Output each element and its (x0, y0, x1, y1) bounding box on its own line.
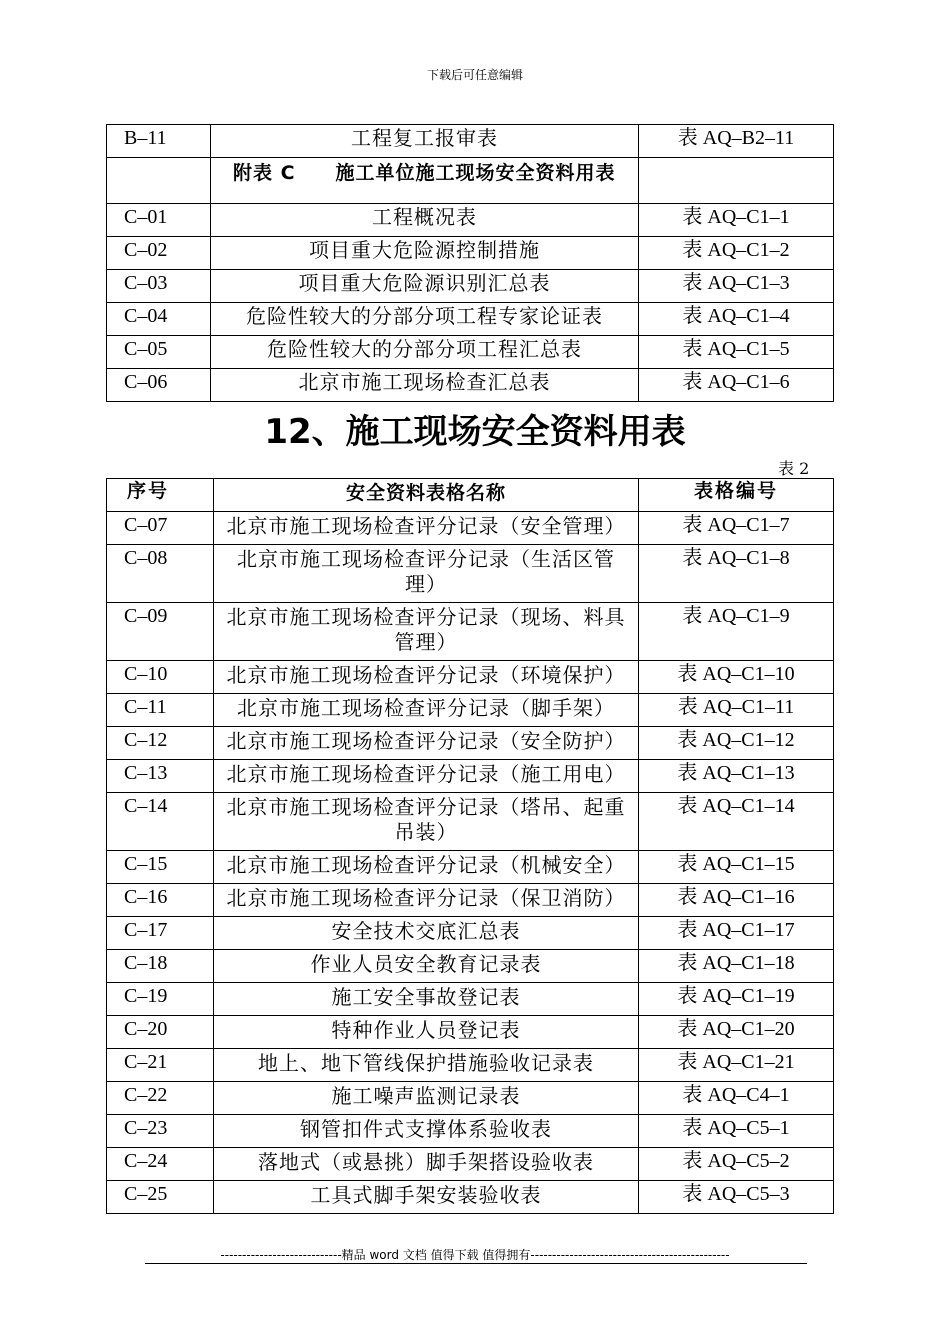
cell-code: 表 AQ–C1–20 (639, 1016, 834, 1049)
cell-no: C–16 (107, 884, 214, 917)
cell-no: C–13 (107, 760, 214, 793)
cell-code: 表 AQ–C1–6 (639, 369, 834, 402)
cell-no: C–17 (107, 917, 214, 950)
cell-no: C–11 (107, 694, 214, 727)
page-footer: ----------------------------精品 word 文档 值得下载 值得拥有---------------------------------------------- (220, 1248, 730, 1262)
table-row (107, 512, 834, 545)
table-row (107, 1181, 834, 1214)
cell-name: 北京市施工现场检查评分记录（生活区管理） (214, 545, 639, 603)
cell-name: 工具式脚手架安装验收表 (214, 1181, 639, 1214)
cell-name: 危险性较大的分部分项工程专家论证表 (211, 303, 639, 336)
cell-no: C–02 (107, 237, 211, 270)
table-row (107, 1148, 834, 1181)
table-row (107, 661, 834, 694)
cell-name: 北京市施工现场检查评分记录（塔吊、起重吊装） (214, 793, 639, 851)
cell-no (107, 158, 211, 204)
cell-code: 表 AQ–C1–15 (639, 851, 834, 884)
cell-name: 施工安全事故登记表 (214, 983, 639, 1016)
table-row (107, 270, 834, 303)
table-row (107, 545, 834, 603)
cell-name: 北京市施工现场检查评分记录（机械安全） (214, 851, 639, 884)
cell-name: 北京市施工现场检查评分记录（安全管理） (214, 512, 639, 545)
cell-name: 落地式（或悬挑）脚手架搭设验收表 (214, 1148, 639, 1181)
cell-no: C–23 (107, 1115, 214, 1148)
cell-no: C–06 (107, 369, 211, 402)
cell-name: 钢管扣件式支撑体系验收表 (214, 1115, 639, 1148)
cell-code: 表 AQ–C1–12 (639, 727, 834, 760)
cell-no: C–15 (107, 851, 214, 884)
table-header-row (107, 479, 834, 512)
cell-no: C–25 (107, 1181, 214, 1214)
cell-code: 表 AQ–C1–11 (639, 694, 834, 727)
cell-code: 表 AQ–C1–3 (639, 270, 834, 303)
table-row (107, 950, 834, 983)
cell-code (639, 158, 834, 204)
cell-no: C–12 (107, 727, 214, 760)
cell-name: 特种作业人员登记表 (214, 1016, 639, 1049)
cell-no: C–10 (107, 661, 214, 694)
cell-no: C–22 (107, 1082, 214, 1115)
cell-name: 北京市施工现场检查评分记录（保卫消防） (214, 884, 639, 917)
header-no: 序号 (107, 479, 214, 512)
table-row (107, 158, 834, 204)
cell-name: 工程复工报审表 (211, 125, 639, 158)
cell-code: 表 AQ–C5–1 (639, 1115, 834, 1148)
table-row (107, 204, 834, 237)
cell-code: 表 AQ–C1–16 (639, 884, 834, 917)
cell-code: 表 AQ–C4–1 (639, 1082, 834, 1115)
cell-no: C–03 (107, 270, 211, 303)
cell-code: 表 AQ–C1–17 (639, 917, 834, 950)
cell-no: C–19 (107, 983, 214, 1016)
cell-name: 安全技术交底汇总表 (214, 917, 639, 950)
forms-table-continued (106, 124, 834, 402)
cell-code: 表 AQ–C1–18 (639, 950, 834, 983)
cell-code: 表 AQ–C1–1 (639, 204, 834, 237)
table-row (107, 851, 834, 884)
footer-divider (145, 1263, 807, 1264)
cell-no: C–08 (107, 545, 214, 603)
cell-name: 北京市施工现场检查评分记录（脚手架） (214, 694, 639, 727)
header-code: 表格编号 (639, 479, 834, 512)
cell-no: C–20 (107, 1016, 214, 1049)
cell-name: 作业人员安全教育记录表 (214, 950, 639, 983)
table-row (107, 1049, 834, 1082)
table-row (107, 760, 834, 793)
table-row (107, 694, 834, 727)
cell-code: 表 AQ–C1–7 (639, 512, 834, 545)
cell-code: 表 AQ–B2–11 (639, 125, 834, 158)
cell-no: C–01 (107, 204, 211, 237)
cell-no: C–04 (107, 303, 211, 336)
cell-name: 北京市施工现场检查汇总表 (211, 369, 639, 402)
table-row (107, 884, 834, 917)
cell-name: 北京市施工现场检查评分记录（安全防护） (214, 727, 639, 760)
cell-code: 表 AQ–C1–8 (639, 545, 834, 603)
table-row (107, 793, 834, 851)
table-row (107, 603, 834, 661)
cell-no: C–07 (107, 512, 214, 545)
cell-code: 表 AQ–C5–2 (639, 1148, 834, 1181)
table-row (107, 1082, 834, 1115)
cell-no: C–09 (107, 603, 214, 661)
cell-code: 表 AQ–C5–3 (639, 1181, 834, 1214)
cell-name: 危险性较大的分部分项工程汇总表 (211, 336, 639, 369)
cell-name: 地上、地下管线保护措施验收记录表 (214, 1049, 639, 1082)
safety-forms-table (106, 478, 834, 1214)
cell-no: C–18 (107, 950, 214, 983)
table-row (107, 237, 834, 270)
table-row (107, 1115, 834, 1148)
cell-name: 工程概况表 (211, 204, 639, 237)
cell-code: 表 AQ–C1–13 (639, 760, 834, 793)
section-title: 12、施工现场安全资料用表 (264, 412, 686, 452)
cell-no: C–24 (107, 1148, 214, 1181)
cell-code: 表 AQ–C1–4 (639, 303, 834, 336)
cell-name: 施工噪声监测记录表 (214, 1082, 639, 1115)
cell-code: 表 AQ–C1–5 (639, 336, 834, 369)
table-row (107, 369, 834, 402)
table-row (107, 125, 834, 158)
cell-code: 表 AQ–C1–21 (639, 1049, 834, 1082)
cell-no: C–05 (107, 336, 211, 369)
cell-code: 表 AQ–C1–10 (639, 661, 834, 694)
cell-code: 表 AQ–C1–14 (639, 793, 834, 851)
cell-no: B–11 (107, 125, 211, 158)
cell-name: 附表 C 施工单位施工现场安全资料用表 (211, 158, 639, 204)
table-row (107, 303, 834, 336)
table-row (107, 917, 834, 950)
cell-name: 北京市施工现场检查评分记录（施工用电） (214, 760, 639, 793)
cell-code: 表 AQ–C1–9 (639, 603, 834, 661)
cell-no: C–21 (107, 1049, 214, 1082)
cell-code: 表 AQ–C1–19 (639, 983, 834, 1016)
cell-name: 北京市施工现场检查评分记录（现场、料具管理） (214, 603, 639, 661)
table-row (107, 727, 834, 760)
cell-name: 北京市施工现场检查评分记录（环境保护） (214, 661, 639, 694)
page-header: 下载后可任意编辑 (426, 68, 523, 82)
table-row (107, 336, 834, 369)
table-row (107, 983, 834, 1016)
table-label: 表 2 (778, 459, 810, 478)
header-name: 安全资料表格名称 (214, 479, 639, 512)
cell-name: 项目重大危险源控制措施 (211, 237, 639, 270)
cell-code: 表 AQ–C1–2 (639, 237, 834, 270)
cell-no: C–14 (107, 793, 214, 851)
cell-name: 项目重大危险源识别汇总表 (211, 270, 639, 303)
table-row (107, 1016, 834, 1049)
